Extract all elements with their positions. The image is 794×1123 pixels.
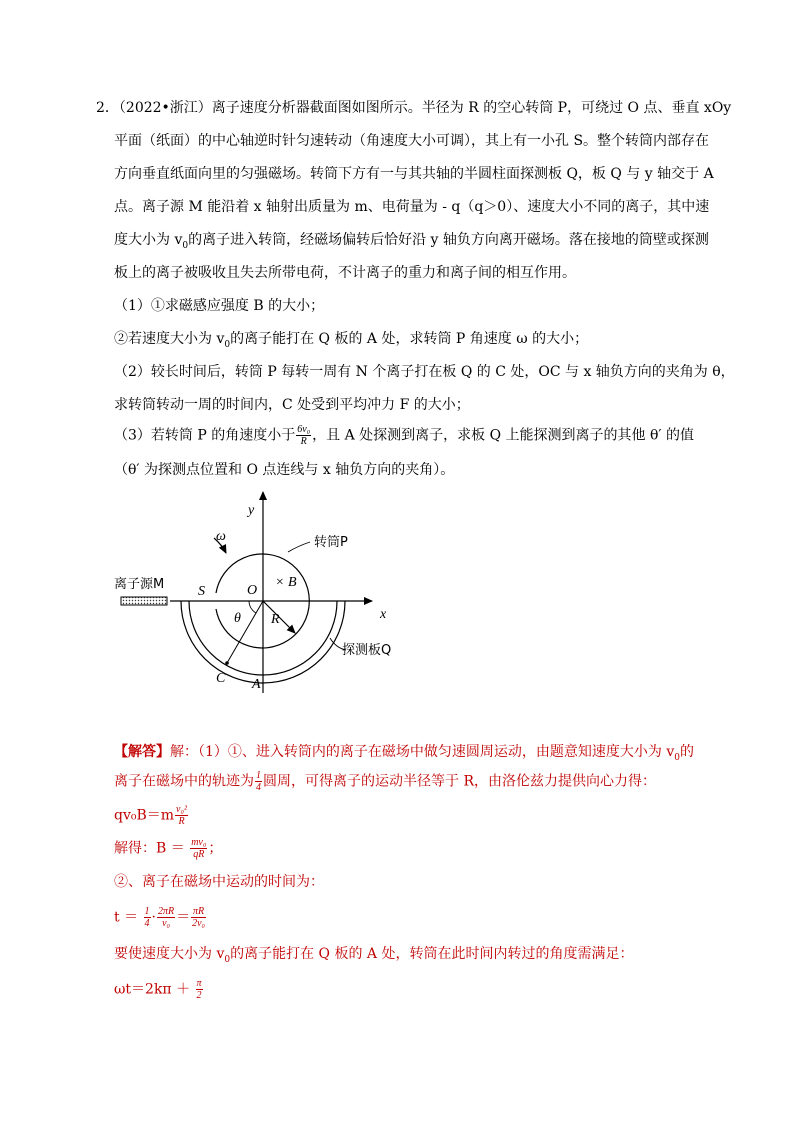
point-c-label: C [216,671,226,686]
radius-r-label: R [271,612,280,627]
answer-line-2: 离子在磁场中的轨迹为 $\frac{1}{4}$ 圆周，可得离子的运动半径等于 R，由洛伦兹力提供向心力得： [114,770,656,793]
answer-line-4: 要使速度大小为 $v_0$的离子能打在 Q 板的 A 处，转筒在此时间内转过的角度需满足： [114,946,634,965]
question-1b: ②若速度大小为 $v_0$的离子能打在 Q 板的 A 处，求转筒 P 角速度 ω 的大小； [114,331,589,350]
oc-line [227,601,263,663]
equation-time: t ＝ $\frac{1}{4}$ · $\frac{2\pi R}{\text{v₀}}$ ＝ $\frac{\pi R}{\text{2v₀}}$ [114,906,206,929]
question-3b: （θ′ 为探测点位置和 O 点连线与 x 轴负方向的夹角）。 [114,462,455,478]
equation-angle: ωt＝2kπ ＋ $\frac{\pi}{2}$ [114,978,202,1001]
problem-line-6: 板上的离子被吸收且失去所带电荷，不计离子的重力和离子间的相互作用。 [114,265,576,281]
question-2b: 求转筒转动一周的时间内，C 处受到平均冲力 F 的大小； [114,397,470,413]
ion-source-label: 离子源M [114,577,165,592]
drum-leader-line [288,542,310,552]
answer-line-3: ②、离子在磁场中运动的时间为： [114,874,324,890]
problem-line-1: 2．（2022•浙江）离子速度分析器截面图如图所示。半径为 R 的空心转筒 P，可绕过 O 点、垂直 xOy [96,100,732,116]
answer-line-1: 【解答】解：（1）①、进入转筒内的离子在磁场中做匀速圆周运动，由题意知速度大小为 $v_0$的 [114,744,694,763]
point-c [225,661,229,665]
problem-line-4: 点。离子源 M 能沿着 x 轴射出质量为 m、电荷量为 - q（q＞0）、速度大小不同的离子，其中速 [114,199,710,215]
x-axis-label: x [380,607,387,622]
omega-label: ω [216,529,226,544]
problem-line-2: 平面（纸面）的中心轴逆时针匀速转动（角速度大小可调），其上有一小孔 S。整个转筒内部存在 [114,133,710,149]
hole-s-label: S [198,584,205,599]
point-a-label: A [252,677,261,692]
equation-b-result: 解得：B ＝ $\frac{\text{mv₀}}{qR}$ ； [114,837,223,860]
drum-label: 转筒P [314,535,348,550]
equation-lorentz-force: qv₀B＝m $\frac{\text{v₀²}}{R}$ [114,804,187,827]
y-axis-label: y [248,503,255,518]
ion-velocity-analyzer-figure [110,488,400,698]
problem-line-5: 度大小为 $v_0$的离子进入转筒，经磁场偏转后恰好沿 y 轴负方向离开磁场。落在接地的筒壁或探测 [114,232,709,251]
question-3a: （3）若转筒 P 的角速度小于 $\frac{\text{6v₀}}{R}$ ，且 A 处探测到离子，求板 Q 上能探测到离子的其他 θ′ 的值 [114,424,695,447]
theta-arc [249,601,256,613]
detector-plate-label: 探测板Q [342,643,392,658]
theta-label: θ [234,611,241,626]
magnetic-field-b-label: × B [275,575,297,590]
fraction-6v0-over-R: $\frac{\text{6v₀}}{R}$ [297,424,311,447]
question-2a: （2）较长时间后，转筒 P 每转一周有 N 个离子打在板 Q 的 C 处，OC 与 x 轴负方向的夹角为 θ， [114,364,735,380]
origin-o-label: O [247,583,258,598]
ion-source-block [121,597,167,605]
problem-line-3: 方向垂直纸面向里的匀强磁场。转筒下方有一与其共轴的半圆柱面探测板 Q，板 Q 与 y 轴交于 A [114,166,714,182]
question-1a: （1）①求磁感应强度 B 的大小； [114,298,325,314]
